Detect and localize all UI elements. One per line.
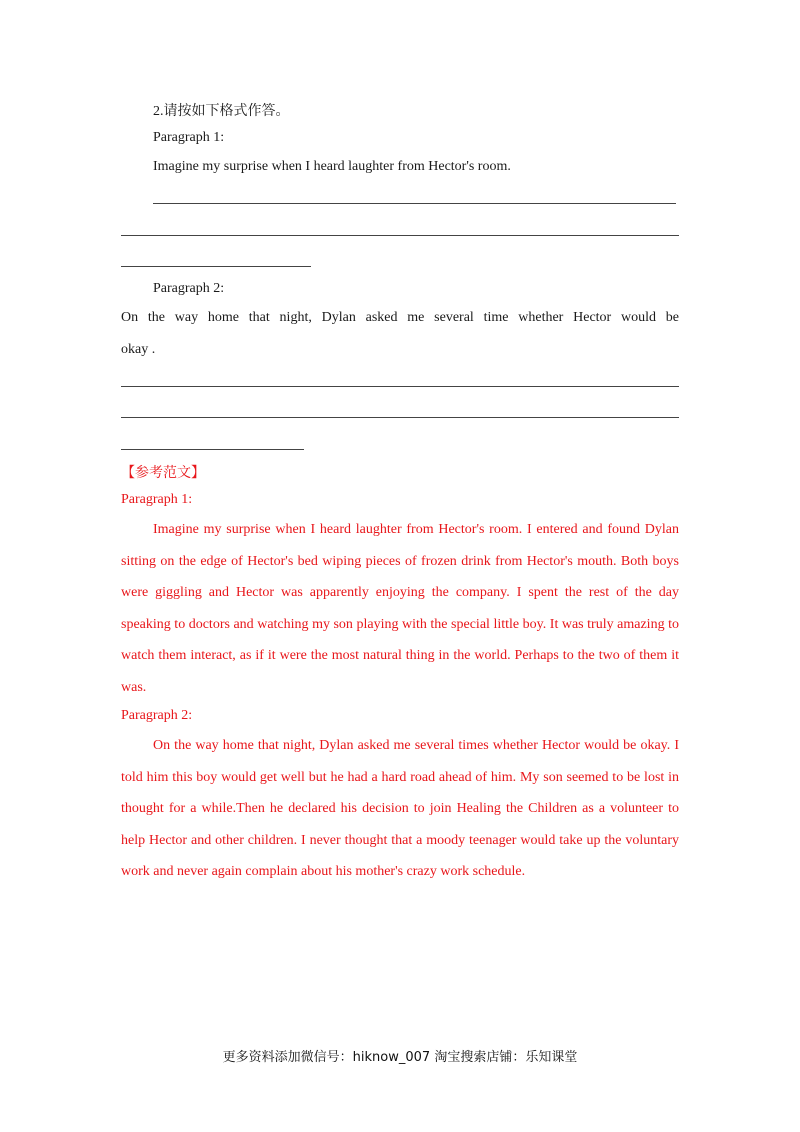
paragraph2-opening-sentence-line2: okay . <box>121 342 156 357</box>
instruction-text: 2.请按如下格式作答。 <box>153 104 290 119</box>
paragraph1-opening-sentence: Imagine my surprise when I heard laughter from Hector's room. <box>153 159 511 174</box>
answer-line <box>121 386 679 387</box>
answer-line <box>121 235 679 236</box>
reference-paragraph2-label: Paragraph 2: <box>121 708 193 723</box>
footer-promo-text: 更多资料添加微信号：hiknow_007 淘宝搜索店铺：乐知课堂 <box>222 1050 578 1065</box>
paragraph1-label: Paragraph 1: <box>153 130 225 145</box>
reference-paragraph1-text: Imagine my surprise when I heard laughter from Hector's room. I entered and found Dylan sitting on the edge of Hector's bed wiping pieces of frozen drink from Hector's mouth. Both boys were giggling and Hector was apparently enjoying the company. I spent the rest of the day speaking to doctors and watching my son playing with the special little boy. It was truly amazing to watch them interact, as if it were the most natural thing in the world. Perhaps to the two of them it was. <box>121 522 679 695</box>
reference-heading: 【参考范文】 <box>121 466 205 481</box>
answer-line <box>121 266 311 267</box>
reference-paragraph1-label: Paragraph 1: <box>121 492 193 507</box>
paragraph2-opening-sentence-line1: On the way home that night, Dylan asked me several time whether Hector would be <box>121 310 679 325</box>
reference-paragraph2-text: On the way home that night, Dylan asked me several times whether Hector would be okay. I told him this boy would get well but he had a hard road ahead of him. My son seemed to be lost in thought for a while.Then he declared his decision to join Healing the Children as a volunteer to help Hector and other children. I never thought that a moody teenager would take up the voluntary work and never again complain about his mother's crazy work schedule. <box>121 738 679 879</box>
answer-line <box>153 203 676 204</box>
answer-line <box>121 417 679 418</box>
answer-line <box>121 449 304 450</box>
paragraph2-label: Paragraph 2: <box>153 281 225 296</box>
